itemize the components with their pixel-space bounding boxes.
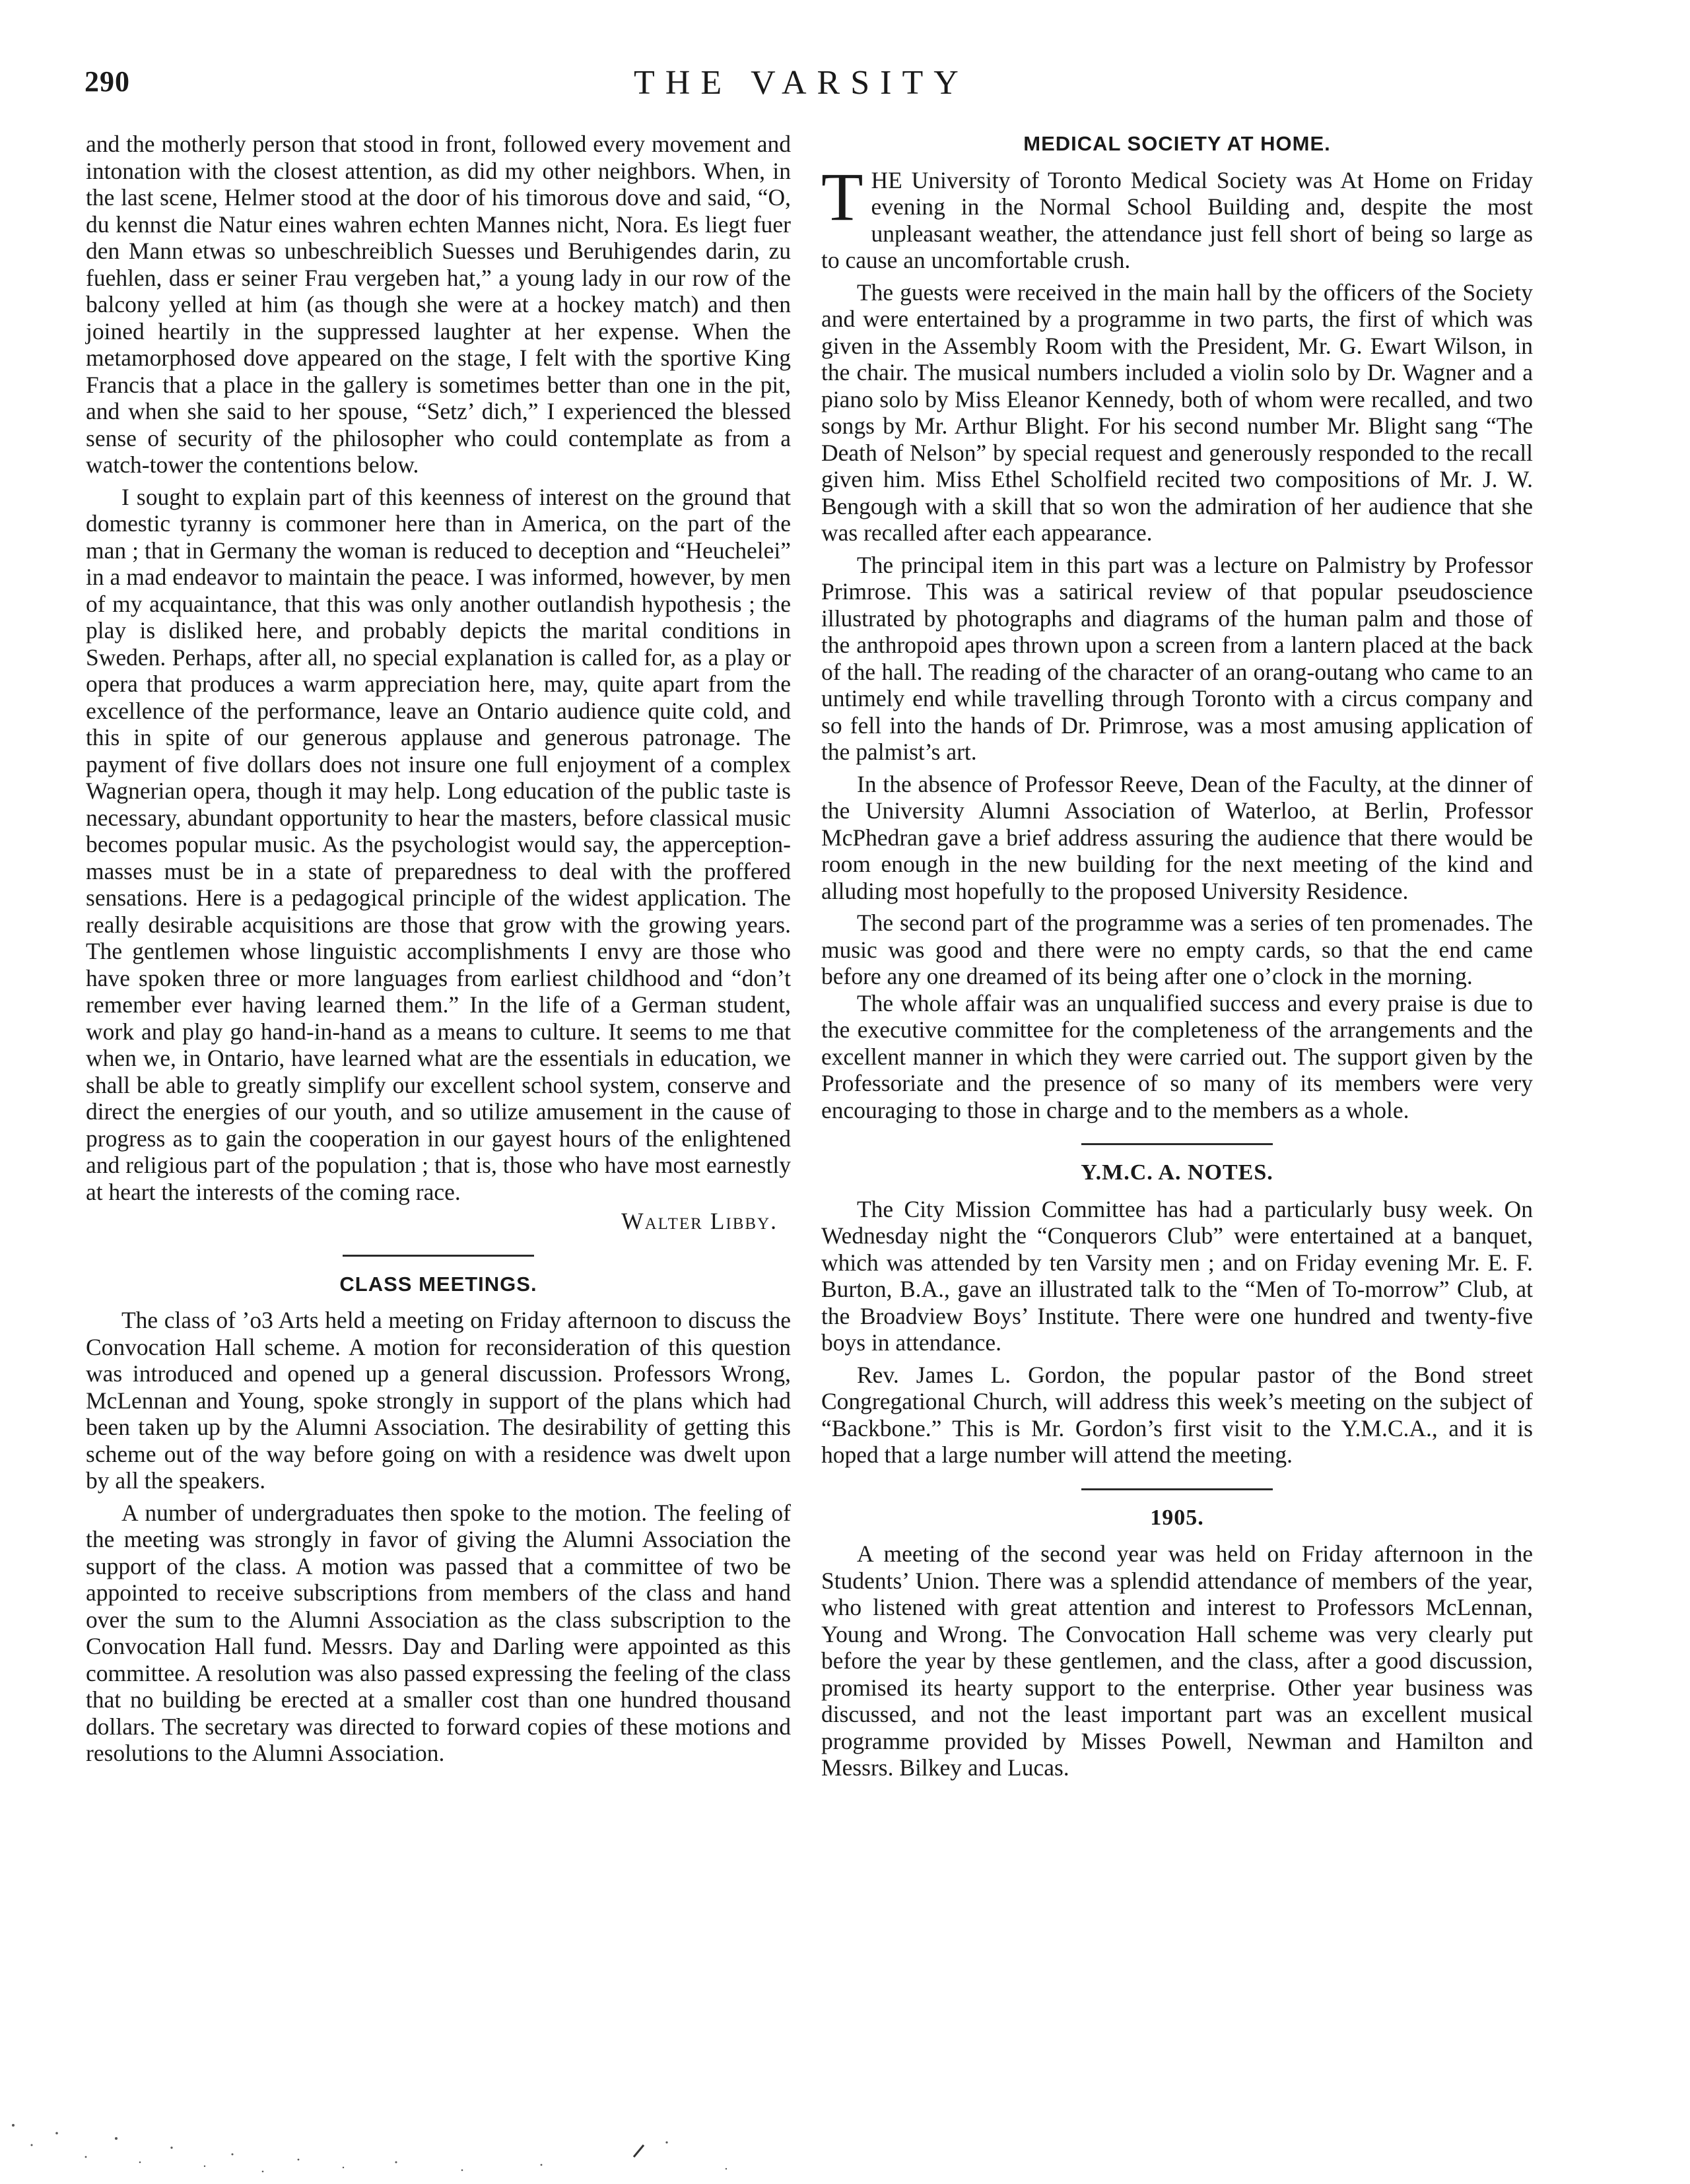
article-paragraph	[821, 158, 1533, 274]
section-heading-1905: 1905.	[1150, 1505, 1204, 1530]
article-paragraph: and the motherly person that stood in front, followed every movement and intonation with the closest attention, as did my other neighbors. When, in the last scene, Helmer stood at the door of his timorous dove and said, “O, du kennst die Natur eines wahren echten Mannes nicht, Nora. Es liegt fuer den Mann etwas so unbeschreiblich Suesses und Beruhigendes darin, zu fuehlen, dass er seiner Frau vergeben hat,” a young lady in our row of the balcony yelled at him (as though she were at a hockey match) and then joined heartily in the suppressed laughter at her expense. When the metamorphosed dove appeared on the stage, I felt with the sportive King Francis that a place in the gallery is sometimes better than one in the pit, and when she said to her spouse, “Setz’ dich,” I experienced the blessed sense of security of the philosopher who could contemplate as from a watch-tower the contentions below.	[86, 131, 791, 478]
article-paragraph: The second part of the programme was a series of ten promenades. The music was good and there were no empty cards, so that the end came before any one dreamed of its being after one o’clock in the morning.	[821, 910, 1533, 989]
article-paragraph: Rev. James L. Gordon, the popular pastor of the Bond street Congregational Church, will address this week’s meeting on the subject of “Backbone.” This is Mr. Gordon’s first visit to the Y.M.C.A., and it is hoped that a large number will attend the meeting.	[821, 1361, 1533, 1468]
section-divider	[1081, 1488, 1273, 1490]
drop-cap-paragraph-text: HE University of Toronto Medical Society was At Home on Friday evening in the Normal School Building and, despite the most unpleasant weather, the attendance just fell short of being so large as to cause an uncomfortable crush.	[821, 166, 1533, 273]
section-heading-ymca-notes: Y.M.C. A. NOTES.	[1081, 1160, 1273, 1185]
article-paragraph: The class of ’o3 Arts held a meeting on Friday afternoon to discuss the Convocation Hall scheme. A motion for reconsideration of this question was introduced and opened up a general discussion. Professors Wrong, McLennan and Young, spoke strongly in support of the plans which had been taken up by the Alumni Association. The desirability of getting this scheme out of the way before going on with a residence was dwelt upon by all the speakers.	[86, 1307, 791, 1494]
author-signature: Walter Libby.	[621, 1208, 778, 1234]
article-paragraph: The guests were received in the main hall by the officers of the Society and were entertained by a programme in two parts, the first of which was given in the Assembly Room with the President, Mr. G. Ewart Wilson, in the chair. The musical numbers included a violin solo by Dr. Wagner and a piano solo by Miss Eleanor Kennedy, both of whom were recalled, and two songs by Mr. Arthur Blight. For his second number Mr. Blight sang “The Death of Nelson” by special request and generously responded to the recall given him. Miss Ethel Scholfield recited two compositions of Mr. J. W. Bengough with a skill that so won the admiration of her audience that she was recalled after each appearance.	[821, 279, 1533, 546]
drop-cap: T	[821, 158, 863, 235]
article-paragraph: The City Mission Committee has had a particularly busy week. On Wednesday night the “Conquerors Club” were entertained at a banquet, which was attended by ten Varsity men ; and on Friday evening Mr. E. F. Burton, B.A., gave an illustrated talk to the “Men of To-morrow” Club, at the Broadview Boys’ Institute. There were one hundred and twenty-five boys in attendance.	[821, 1195, 1533, 1356]
article-paragraph: I sought to explain part of this keenness of interest on the ground that domestic tyranny is commoner here than in America, on the part of the man ; that in Germany the woman is reduced to deception and “Heuchelei” in a mad endeavor to maintain the peace. I was informed, however, by men of my acquaintance, that this was only another outlandish hypothesis ; the play is disliked here, and probably depicts the marital conditions in Sweden. Perhaps, after all, no special explanation is called for, as a play or opera that produces a warm appreciation here, may, quite apart from the excellence of the performance, leave an Ontario audience quite cold, and this in spite of our generous applause and generous patronage. The payment of five dollars does not insure one full enjoyment of a complex Wagnerian opera, though it may help. Long education of the public taste is necessary, abundant opportunity to hear the masters, before classical music becomes popular music. As the psychologist would say, the apperception-masses must be in a state of preparedness to deal with the proffered sensations. Here is a pedagogical principle of the widest application. The really desirable acquisitions are those that grow with the growing years. The gentlemen whose linguistic accomplishments I envy are those who have spoken three or more languages from earliest childhood and “don’t remember ever having learned them.” In the life of a German student, work and play go hand-in-hand as a means to culture. It seems to me that when we, in Ontario, have learned what are the essentials in education, we shall be able to greatly simplify our excellent school system, conserve and direct the energies of our youth, and so utilize amusement in the cause of progress as to gain the cooperation in our gayest hours of the enlightened and religious part of the population ; that is, those who have most earnestly at heart the interests of the coming race.	[86, 483, 791, 1205]
article-paragraph: The principal item in this part was a lecture on Palmistry by Professor Primrose. This was a satirical review of that popular pseudoscience illustrated by photographs and diagrams of the human palm and those of the anthropoid apes thrown upon a screen from a lantern placed at the back of the hall. The reading of the character of an orang-outang who came to an untimely end while travelling through Toronto with a circus company and so fell into the hands of Dr. Primrose, was a most amusing application of the palmist’s art.	[821, 551, 1533, 765]
right-column	[821, 131, 1533, 1781]
scan-noise-specks	[0, 2099, 792, 2178]
section-heading-medical-society: MEDICAL SOCIETY AT HOME.	[1023, 132, 1331, 155]
article-paragraph: In the absence of Professor Reeve, Dean of the Faculty, at the dinner of the University Alumni Association of Waterloo, at Berlin, Professor McPhedran gave a brief address assuring the audience that there would be room enough in the new building for the next meeting of the kind and alluding most hopefully to the proposed University Residence.	[821, 770, 1533, 904]
section-heading-class-meetings: CLASS MEETINGS.	[339, 1272, 537, 1296]
running-head: THE VARSITY	[634, 64, 969, 102]
section-divider	[343, 1255, 534, 1257]
page-number: 290	[84, 65, 130, 98]
article-paragraph: A number of undergraduates then spoke to the motion. The feeling of the meeting was strongly in favor of giving the Alumni Association the support of the class. A motion was passed that a committee of two be appointed to receive subscriptions from members of the class and hand over the sum to the Alumni Association as the class subscription to the Convocation Hall fund. Messrs. Day and Darling were appointed as this committee. A resolution was also passed expressing the feeling of the class that no building be erected at a smaller cost than one hundred thousand dollars. The secretary was directed to forward copies of these motions and resolutions to the Alumni Association.	[86, 1499, 791, 1766]
article-paragraph: The whole affair was an unqualified success and every praise is due to the executive committee for the completeness of the arrangements and the excellent manner in which they were carried out. The support given by the Professoriate and the presence of so many of its members were very encouraging to those in charge and to the members as a whole.	[821, 989, 1533, 1123]
section-divider	[1081, 1143, 1273, 1145]
article-paragraph: A meeting of the second year was held on Friday afternoon in the Students’ Union. There was a splendid attendance of members of the year, who listened with great attention and interest to Professors McLennan, Young and Wrong. The Convocation Hall scheme was very clearly put before the year by these gentlemen, and the class, after a good discussion, promised its hearty support to the enterprise. Other year business was discussed, and not the least important part was an excellent musical programme provided by Misses Powell, Newman and Hamilton and Messrs. Bilkey and Lucas.	[821, 1540, 1533, 1781]
left-column	[86, 131, 791, 1767]
